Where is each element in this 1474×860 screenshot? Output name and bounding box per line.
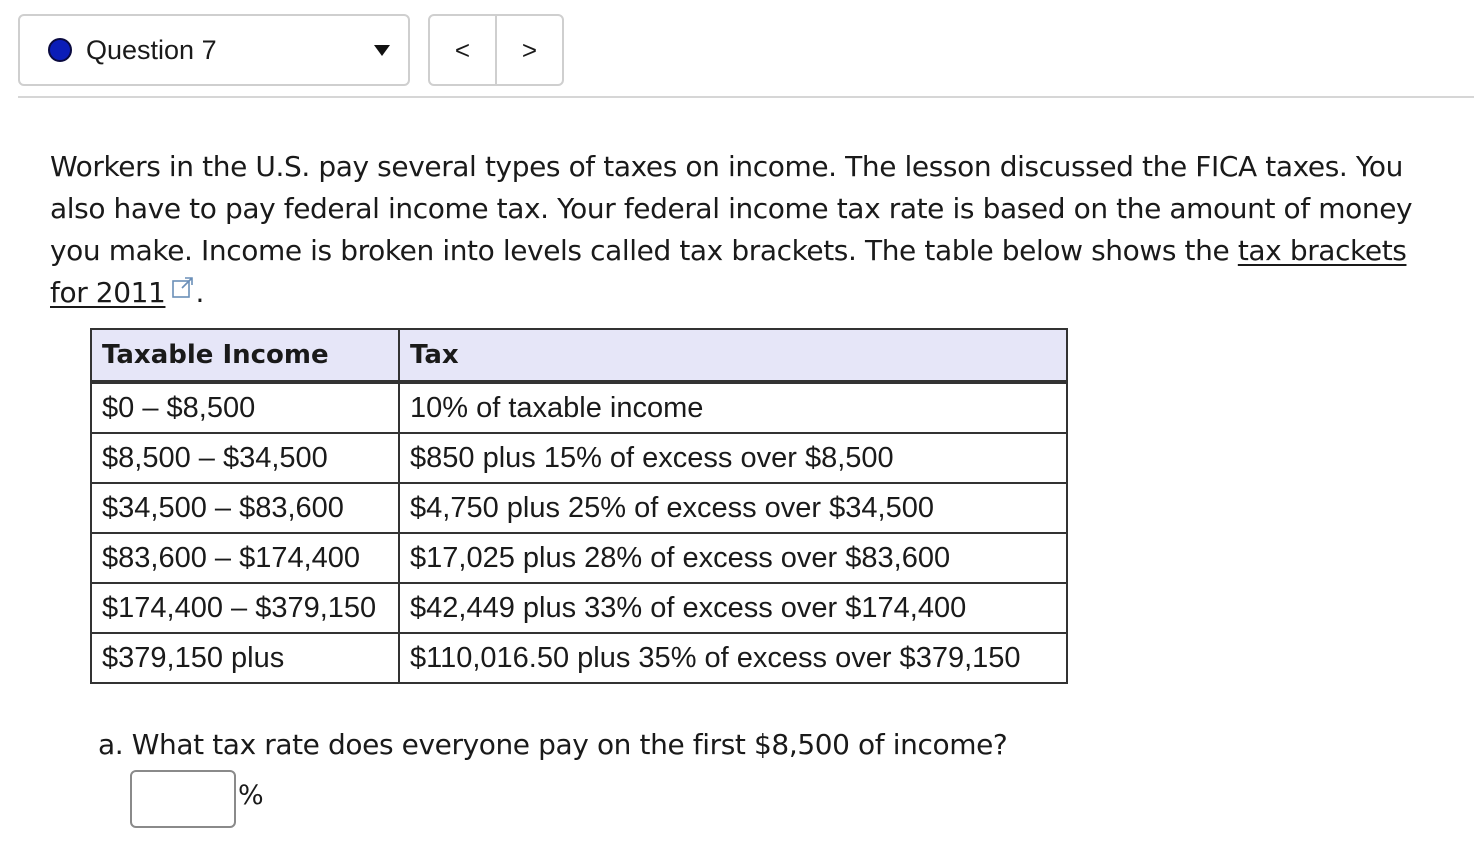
tax-rate-answer-input[interactable]	[130, 770, 236, 828]
percent-unit-label: %	[238, 780, 264, 811]
table-row	[91, 483, 1067, 533]
prev-next-group	[428, 14, 564, 86]
caret-down-icon	[374, 45, 390, 56]
table-row	[91, 433, 1067, 483]
table-cell-tax: $17,025 plus 28% of excess over $83,600	[399, 533, 1067, 583]
table-cell-income: $174,400 – $379,150	[91, 583, 399, 633]
prompt-text: Workers in the U.S. pay several types of taxes on income. The lesson discussed the FICA taxes. You also have to pay federal income tax. Your federal income tax rate is based on the amount of money you make. Income is broken into levels called tax brackets. The table below shows the	[50, 150, 1413, 267]
table-cell-tax: $850 plus 15% of excess over $8,500	[399, 433, 1067, 483]
answer-row	[130, 770, 264, 828]
tax-brackets-table	[90, 328, 1068, 684]
question-prompt	[50, 146, 1450, 314]
table-cell-tax: 10% of taxable income	[399, 382, 1067, 433]
header-divider	[18, 96, 1474, 98]
table-row	[91, 533, 1067, 583]
table-row	[91, 382, 1067, 433]
table-row	[91, 583, 1067, 633]
table-cell-income: $83,600 – $174,400	[91, 533, 399, 583]
question-label: Question 7	[86, 34, 217, 65]
column-header-taxable-income: Taxable Income	[91, 329, 399, 382]
table-header-row	[91, 329, 1067, 382]
status-dot-icon	[48, 38, 72, 62]
table-cell-income: $8,500 – $34,500	[91, 433, 399, 483]
table-cell-tax: $42,449 plus 33% of excess over $174,400	[399, 583, 1067, 633]
table-cell-income: $379,150 plus	[91, 633, 399, 683]
question-select-dropdown[interactable]	[18, 14, 410, 86]
prompt-trailing: .	[195, 276, 204, 309]
column-header-tax: Tax	[399, 329, 1067, 382]
table-row	[91, 633, 1067, 683]
table-cell-tax: $110,016.50 plus 35% of excess over $379,150	[399, 633, 1067, 683]
part-a-question: a. What tax rate does everyone pay on the first $8,500 of income?	[98, 728, 1008, 761]
previous-question-button[interactable]: <	[454, 34, 471, 65]
table-cell-income: $34,500 – $83,600	[91, 483, 399, 533]
question-navigation	[18, 14, 564, 86]
tax-brackets-link[interactable]: tax brackets for 2011	[50, 234, 1407, 309]
table-cell-tax: $4,750 plus 25% of excess over $34,500	[399, 483, 1067, 533]
table-cell-income: $0 – $8,500	[91, 382, 399, 433]
next-question-button[interactable]: >	[495, 16, 562, 84]
external-link-icon[interactable]	[171, 269, 195, 311]
